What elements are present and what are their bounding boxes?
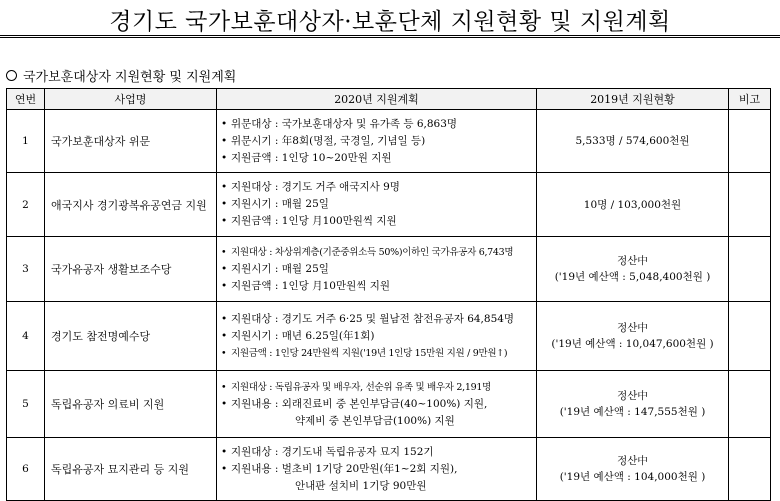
table-row [7,371,771,438]
row-number: 1 [7,110,45,173]
table-row [7,110,771,173]
status-cell [537,237,729,302]
plan-line: • 지원금액 : 1인당 24만원씩 지원('19년 1인당 15만원 지원 / 9만원↑) [221,345,532,362]
plan-line: • 지원시기 : 매월 25일 [221,261,532,278]
bullet-icon: • [221,134,228,147]
project-name: 경기도 참전명예수당 [45,302,217,371]
plan-line-continued: 약제비 중 본인부담금(100%) 지원 [295,414,455,427]
bullet-icon: • [221,117,228,130]
bullet-icon: • [221,347,227,359]
status-cell [537,438,729,501]
header-project-name: 사업명 [45,89,217,110]
note-cell [729,302,771,371]
plan-line: • 지원대상 : 경기도내 독립유공자 묘지 152기 [221,444,532,461]
table-row [7,302,771,371]
status-budget: ('19년 예산액 : 10,047,600천원 ) [551,338,714,350]
bullet-icon: • [221,246,227,258]
status-budget: ('19년 예산액 : 104,000천원 ) [559,471,706,483]
note-cell [729,371,771,438]
plan-line: • 지원금액 : 1인당 月100만원씩 지원 [221,213,532,230]
status-main: 정산中 [617,322,648,334]
bullet-icon: • [221,279,228,292]
plan-line: • 지원금액 : 1인당 10~20만원 지원 [221,150,532,167]
table-row [7,237,771,302]
status-cell [537,110,729,173]
bullet-icon: • [221,312,228,325]
status-main: 정산中 [617,255,648,267]
bullet-icon: • [221,262,228,275]
section-title: 국가보훈대상자 지원현황 및 지원계획 [23,70,237,85]
bullet-icon: • [221,181,228,193]
row-number: 4 [7,302,45,371]
title-underline [0,35,780,38]
status-main: 정산中 [617,455,648,467]
plan-line: • 지원대상 : 차상위계층(기준중위소득 50%)이하인 국가유공자 6,743명 [221,244,532,261]
plan-cell [217,110,537,173]
status-budget: ('19년 예산액 : 5,048,400천원 ) [554,271,711,283]
bullet-icon: • [221,329,228,342]
section-heading [6,66,236,85]
header-remarks: 비고 [729,89,771,110]
status-main: 5,533명 / 574,600천원 [575,135,690,147]
note-cell [729,110,771,173]
plan-line: • 위문시기 : 年8회(명절, 국경일, 기념일 등) [221,133,532,150]
plan-cell [217,302,537,371]
plan-cell [217,371,537,438]
plan-line-continued: 안내판 설치비 1기당 90만원 [295,479,427,492]
plan-line: • 지원대상 : 경기도 거주 6·25 및 월남전 참전유공자 64,854명 [221,311,532,328]
plan-cell [217,438,537,501]
bullet-icon: • [221,381,227,393]
bullet-icon: • [221,397,228,410]
status-cell [537,173,729,237]
status-cell [537,302,729,371]
row-number: 6 [7,438,45,501]
project-name: 독립유공자 의료비 지원 [45,371,217,438]
support-table [6,88,771,501]
bullet-icon: • [221,462,228,475]
plan-line: • 지원내용 : 벌초비 1기당 20만원(年1~2회 지원), [221,461,532,478]
bullet-icon: • [221,151,228,164]
status-cell [537,371,729,438]
status-main: 정산中 [617,390,648,402]
project-name: 국가보훈대상자 위문 [45,110,217,173]
row-number: 3 [7,237,45,302]
plan-line: • 지원금액 : 1인당 月10만원씩 지원 [221,278,532,295]
status-budget: ('19년 예산액 : 147,555천원 ) [559,406,706,418]
table-header-row [7,89,771,110]
bullet-icon: • [221,215,228,227]
plan-line: • 지원시기 : 매월 25일 [221,196,532,213]
plan-line: • 위문대상 : 국가보훈대상자 및 유가족 등 6,863명 [221,116,532,133]
plan-cell [217,173,537,237]
row-number: 5 [7,371,45,438]
bullet-icon: • [221,198,228,210]
table-row [7,438,771,501]
circle-bullet-icon [6,70,17,81]
plan-line: • 지원내용 : 외래진료비 중 본인부담금(40~100%) 지원, [221,396,532,413]
project-name: 국가유공자 생활보조수당 [45,237,217,302]
table-row [7,173,771,237]
plan-line: • 지원시기 : 매년 6.25일(年1회) [221,328,532,345]
header-2020-plan: 2020년 지원계획 [217,89,537,110]
header-2019-status: 2019년 지원현황 [537,89,729,110]
status-main: 10명 / 103,000천원 [583,198,682,211]
plan-line: • 지원대상 : 독립유공자 및 배우자, 선순위 유족 및 배우자 2,191명 [221,379,532,396]
note-cell [729,237,771,302]
project-name: 애국지사 경기광복유공연금 지원 [45,173,217,237]
project-name: 독립유공자 묘지관리 등 지원 [45,438,217,501]
note-cell [729,173,771,237]
bullet-icon: • [221,445,228,458]
row-number: 2 [7,173,45,237]
header-no: 연번 [7,89,45,110]
plan-cell [217,237,537,302]
note-cell [729,438,771,501]
plan-line: • 지원대상 : 경기도 거주 애국지사 9명 [221,179,532,196]
page-title: 경기도 국가보훈대상자·보훈단체 지원현황 및 지원계획 [109,9,671,35]
